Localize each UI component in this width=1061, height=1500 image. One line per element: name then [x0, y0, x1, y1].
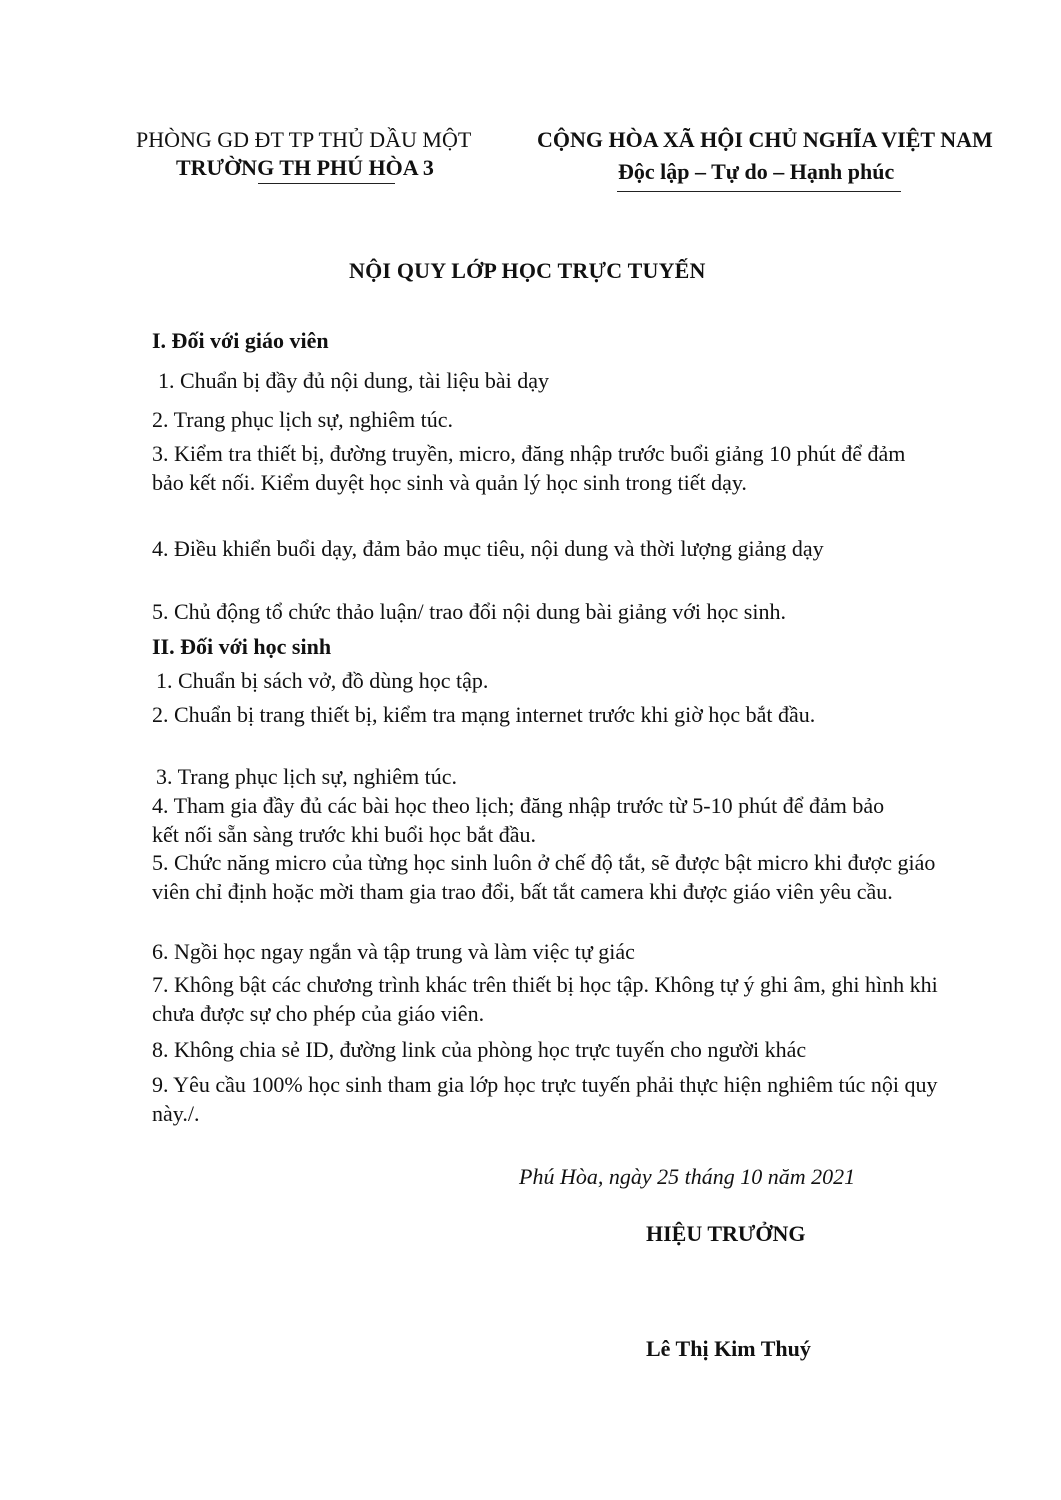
- student-rule-3: 3. Trang phục lịch sự, nghiêm túc.: [156, 764, 457, 789]
- page-title: NỘI QUY LỚP HỌC TRỰC TUYẾN: [349, 258, 706, 283]
- student-rule-2: 2. Chuẩn bị trang thiết bị, kiểm tra mạng internet trước khi giờ học bắt đầu.: [152, 702, 816, 727]
- signer-name: Lê Thị Kim Thuý: [646, 1336, 811, 1361]
- teacher-rule-2: 2. Trang phục lịch sự, nghiêm túc.: [152, 407, 453, 432]
- signer-role: HIỆU TRƯỞNG: [646, 1221, 806, 1246]
- student-rule-7: 7. Không bật các chương trình khác trên thiết bị học tập. Không tự ý ghi âm, ghi hình khi chưa được sự cho phép của giáo viên.: [152, 972, 938, 1026]
- national-title: CỘNG HÒA XÃ HỘI CHỦ NGHĨA VIỆT NAM: [537, 127, 993, 152]
- national-motto: Độc lập – Tự do – Hạnh phúc: [618, 159, 895, 184]
- national-motto-underline: [617, 191, 901, 192]
- school-name: TRƯỜNG TH PHÚ HÒA 3: [176, 155, 434, 180]
- teacher-rule-4: 4. Điều khiển buổi dạy, đảm bảo mục tiêu, nội dung và thời lượng giảng dạy: [152, 536, 824, 561]
- teacher-rule-3: 3. Kiểm tra thiết bị, đường truyền, micro, đăng nhập trước buổi giảng 10 phút để đảm bảo kết nối. Kiểm duyệt học sinh và quản lý học sinh trong tiết dạy.: [152, 441, 906, 495]
- student-rule-8: 8. Không chia sẻ ID, đường link của phòng học trực tuyến cho người khác: [152, 1037, 807, 1062]
- section-teachers-heading: I. Đối với giáo viên: [152, 328, 329, 353]
- place-date: Phú Hòa, ngày 25 tháng 10 năm 2021: [519, 1164, 856, 1189]
- student-rule-9: 9. Yêu cầu 100% học sinh tham gia lớp học trực tuyến phải thực hiện nghiêm túc nội quy này./.: [152, 1072, 938, 1126]
- teacher-rule-1: 1. Chuẩn bị đầy đủ nội dung, tài liệu bài dạy: [158, 368, 550, 393]
- department-name: PHÒNG GD ĐT TP THỦ DẦU MỘT: [136, 127, 472, 152]
- student-rule-4: 4. Tham gia đầy đủ các bài học theo lịch; đăng nhập trước từ 5-10 phút để đảm bảo kết nối sẵn sàng trước khi buổi học bắt đầu.: [152, 793, 885, 847]
- school-name-underline: [258, 183, 395, 184]
- teacher-rule-5: 5. Chủ động tổ chức thảo luận/ trao đổi nội dung bài giảng với học sinh.: [152, 599, 786, 624]
- section-students-heading: II. Đối với học sinh: [152, 634, 332, 659]
- student-rule-1: 1. Chuẩn bị sách vở, đồ dùng học tập.: [156, 668, 489, 693]
- student-rule-5: 5. Chức năng micro của từng học sinh luôn ở chế độ tắt, sẽ được bật micro khi được giáo viên chỉ định hoặc mời tham gia trao đổi, bất tắt camera khi được giáo viên yêu cầu.: [152, 850, 936, 904]
- student-rule-6: 6. Ngồi học ngay ngắn và tập trung và làm việc tự giác: [152, 939, 635, 964]
